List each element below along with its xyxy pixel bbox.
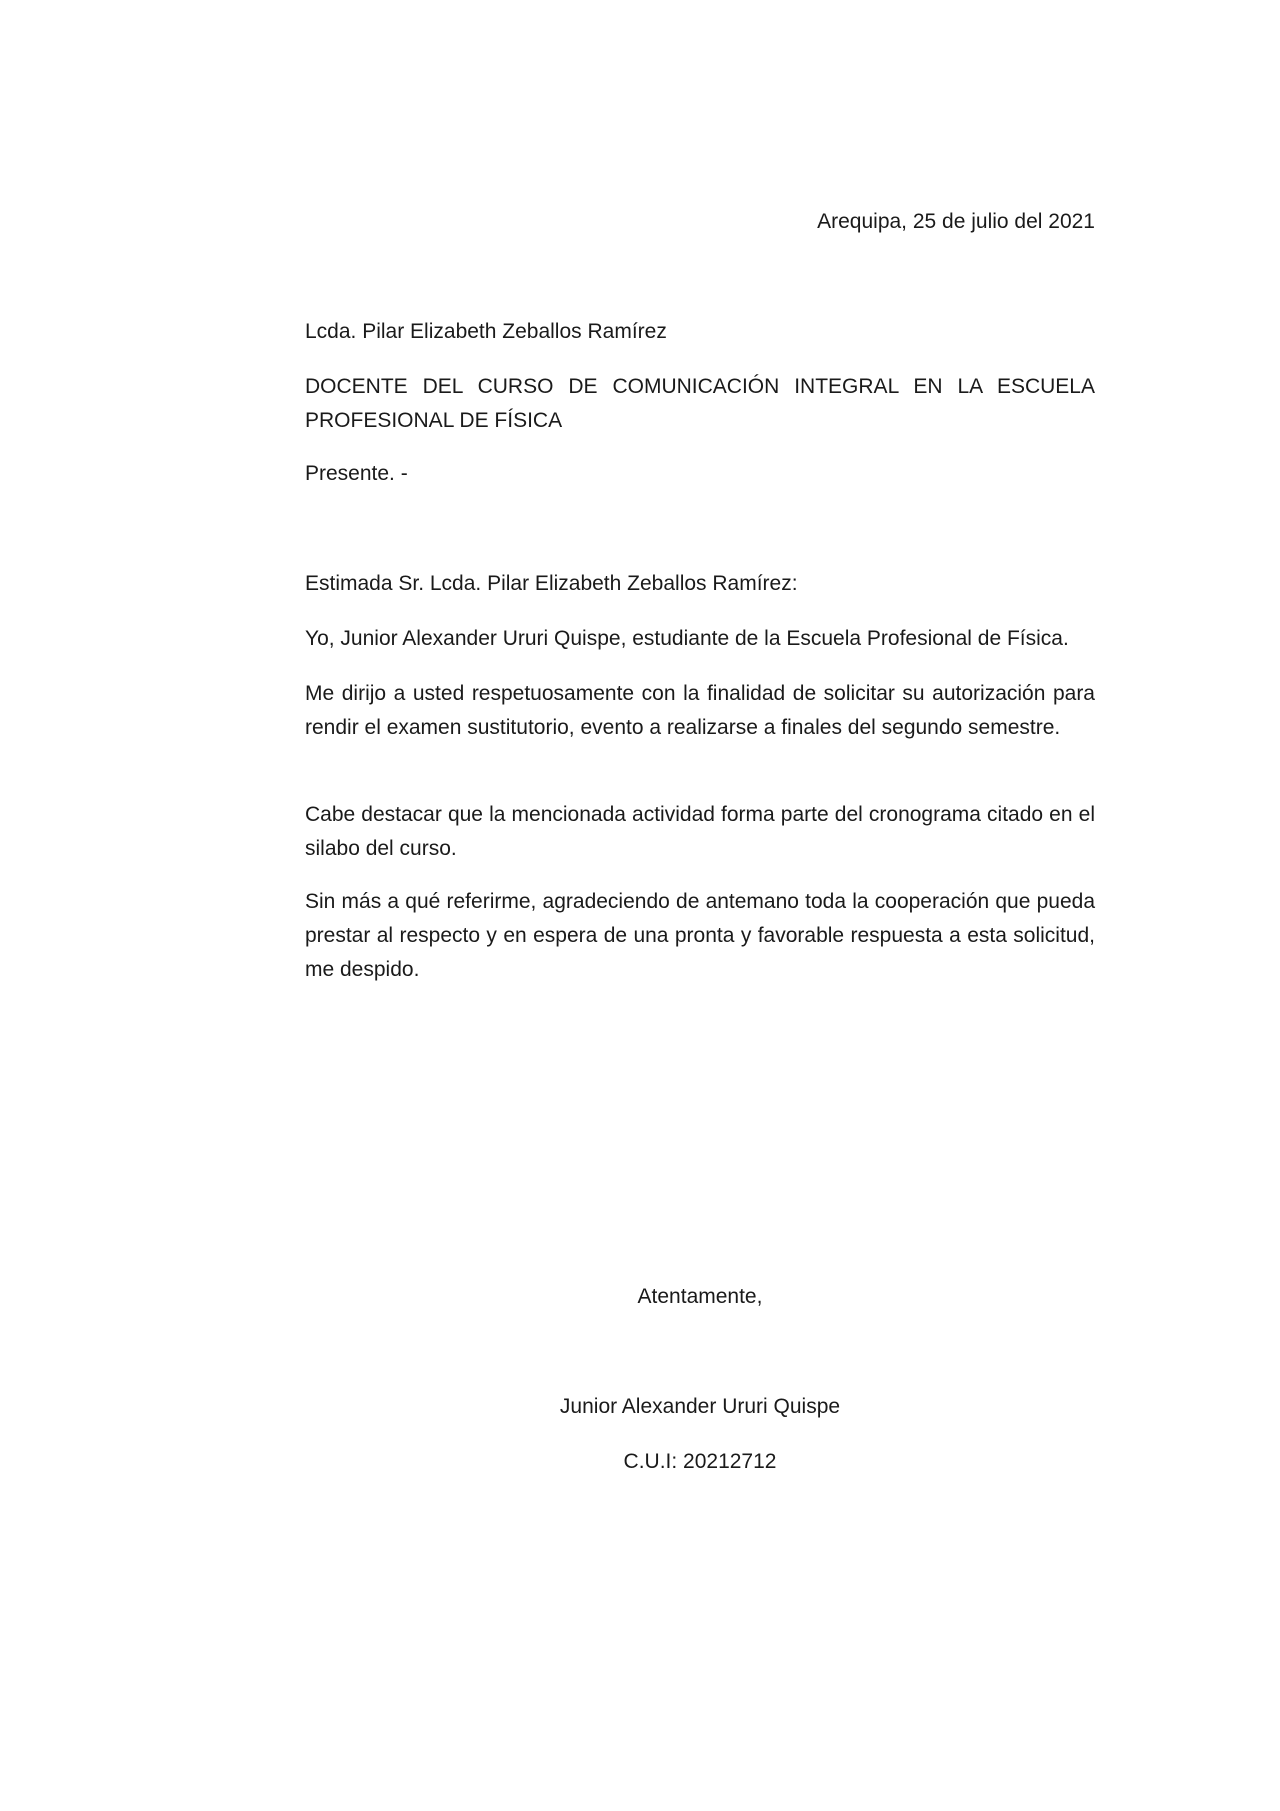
presente-line: Presente. -: [305, 462, 408, 485]
date-line: Arequipa, 25 de julio del 2021: [817, 210, 1095, 233]
signer-name: Junior Alexander Ururi Quispe: [559, 1395, 841, 1418]
body-paragraph: Cabe destacar que la mencionada actividad forma parte del cronograma citado en el silabo del curso.: [305, 803, 1095, 860]
salutation: Estimada Sr. Lcda. Pilar Elizabeth Zeballos Ramírez:: [305, 572, 798, 595]
body-paragraph: Sin más a qué referirme, agradeciendo de antemano toda la cooperación que pueda prestar al respecto y en espera de una pronta y favorable respuesta a esta solicitud, me despido.: [305, 890, 1095, 981]
recipient-title: DOCENTE DEL CURSO DE COMUNICACIÓN INTEGRAL EN LA ESCUELA PROFESIONAL DE FÍSICA: [305, 375, 1095, 432]
body-paragraph: Me dirijo a usted respetuosamente con la finalidad de solicitar su autorización para rendir el examen sustitutorio, evento a realizarse a finales del segundo semestre.: [305, 682, 1095, 739]
signer-id: C.U.I: 20212712: [623, 1450, 777, 1473]
closing: Atentamente,: [637, 1285, 763, 1308]
recipient-name: Lcda. Pilar Elizabeth Zeballos Ramírez: [305, 320, 667, 343]
body-paragraph: Yo, Junior Alexander Ururi Quispe, estudiante de la Escuela Profesional de Física.: [305, 627, 1069, 650]
